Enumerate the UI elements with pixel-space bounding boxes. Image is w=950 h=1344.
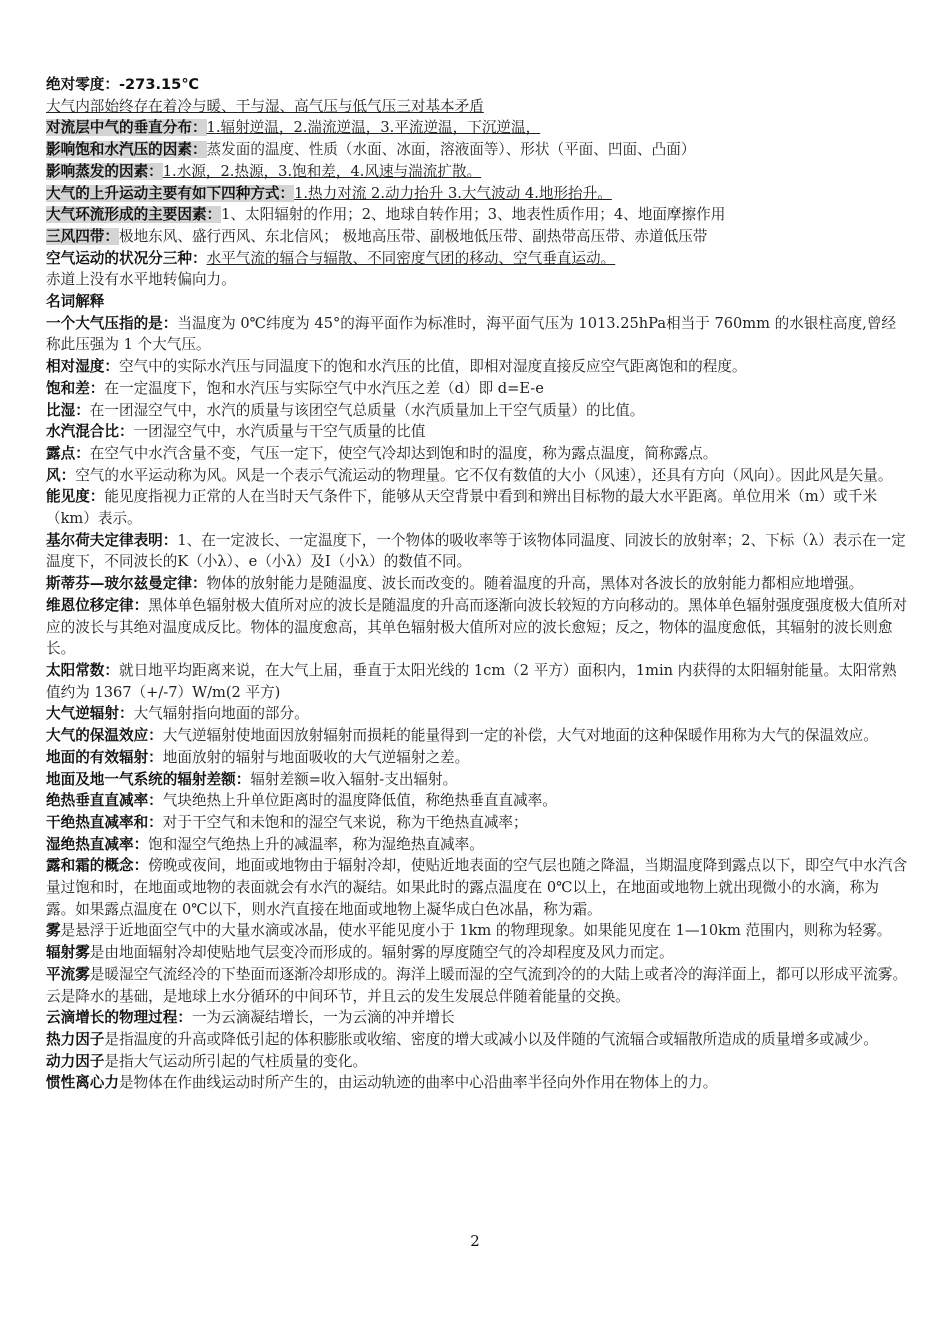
text-line [46,443,908,465]
term-label: 对流层中气的垂直分布： [46,119,207,137]
text-line [46,855,908,920]
term-body: 空气中的实际水汽压与同温度下的饱和水汽压的比值，即相对湿度直接反应空气距离饱和的程度。 [118,358,747,376]
text-line [46,812,908,834]
term-body: 傍晚或夜间，地面或地物由于辐射冷却，使贴近地表面的空气层也随之降温，当期温度降到露点以下，即空气中水汽含量过饱和时，在地面或地物的表面就会有水汽的凝结。如果此时的露点温度在 0℃以上，在地面或地物上就出现微小的水滴，称为露。如果露点温度在 0℃以下，则水汽直接在地面或地物上凝华成白色冰晶，称为霜。 [46,857,908,918]
text-line [46,161,908,183]
text-line [46,226,908,248]
term-label: 维恩位移定律： [46,596,149,614]
text-line [46,573,908,595]
term-label: 地面及地一气系统的辐射差额： [46,770,251,788]
text-line [46,1051,908,1073]
text-line [46,248,908,270]
term-body: 赤道上没有水平地转偏向力。 [46,271,236,289]
term-body: 辐射差额=收入辐射-支出辐射。 [250,770,458,788]
text-line [46,183,908,205]
term-label: 太阳常数： [46,661,119,679]
term-label: 大气逆辐射： [46,705,134,723]
text-line [46,313,908,356]
term-label: 三风四带： [46,227,119,245]
term-body: 1.热力对流 2.动力抬升 3.大气波动 4.地形抬升。 [294,184,612,202]
text-line [46,790,908,812]
term-label: 影响蒸发的因素： [46,162,163,180]
term-body: 空气的水平运动称为风。风是一个表示气流运动的物理量。它不仅有数值的大小（风速），还具有方向（风向）。因此风是矢量。 [75,466,893,484]
text-line [46,400,908,422]
term-label: 干绝热直减率和： [46,813,163,831]
text-line [46,703,908,725]
term-label: 辐射雾 [46,944,90,962]
text-line [46,421,908,443]
text-line [46,986,908,1008]
text-line [46,356,908,378]
term-body: 能见度指视力正常的人在当时天气条件下，能够从天空背景中看到和辨出目标物的最大水平距离。单位用米（m）或千米（km）表示。 [46,488,878,528]
term-body: 是指大气运动所引起的气柱质量的变化。 [104,1052,368,1070]
term-label: 基尔荷夫定律表明： [46,531,178,549]
term-body: 在一团湿空气中，水汽的质量与该团空气总质量（水汽质量加上干空气质量）的比值。 [89,401,645,419]
text-line [46,747,908,769]
term-label: 斯蒂芬—玻尔兹曼定律： [46,575,207,593]
term-body: 大气辐射指向地面的部分。 [133,705,309,723]
term-label: 比湿： [46,401,90,419]
term-label: 水汽混合比： [46,423,134,441]
term-label: 名词解释 [46,293,105,311]
term-label: 露点： [46,444,90,462]
text-line [46,964,908,986]
term-body: 在空气中水汽含量不变，气压一定下，使空气冷却达到饱和时的温度，称为露点温度，简称露点。 [89,444,718,462]
text-line [46,834,908,856]
text-line [46,139,908,161]
term-body: 极地东风、盛行西风、东北信风； 极地高压带、副极地低压带、副热带高压带、赤道低压带 [118,227,708,245]
term-body: 对于干空气和未饱和的湿空气来说，称为干绝热直减率； [162,813,528,831]
term-label: 云滴增长的物理过程： [46,1009,192,1027]
text-line [46,486,908,529]
term-body: 当温度为 0℃纬度为 45°的海平面作为标准时，海平面气压为 1013.25hPa相当于 760mm 的水银柱高度,曾经称此压强为 1 个大气压。 [46,314,897,354]
term-body: 是暖湿空气流经冷的下垫面而逐渐冷却形成的。海洋上暖而湿的空气流到冷的的大陆上或者冷的海洋面上，都可以形成平流雾。 [89,965,908,983]
term-label: 地面的有效辐射： [46,748,163,766]
term-label: 空气运动的状况分三种： [46,249,207,267]
term-body: 是指温度的升高或降低引起的体积膨胀或收缩、密度的增大或减小以及伴随的气流辐合或辐散所造成的质量增多或减少。 [104,1030,878,1048]
term-body: 是悬浮于近地面空气中的大量水滴或冰晶，使水平能见度小于 1km 的物理现象。如果能见度在 1—10km 范围内，则称为轻雾。 [60,922,892,940]
text-line [46,725,908,747]
text-line [46,942,908,964]
term-label: 平流雾 [46,965,90,983]
page-number: 2 [470,1232,480,1250]
text-line [46,378,908,400]
term-label: 露和霜的概念： [46,857,149,875]
text-line [46,117,908,139]
text-line [46,465,908,487]
term-label: 绝热垂直直减率： [46,792,163,810]
term-body: 1.水源，2.热源，3.饱和差，4.风速与湍流扩散。 [162,162,482,180]
term-body: 黑体单色辐射极大值所对应的波长是随温度的升高而逐渐向波长较短的方向移动的。黑体单色辐射强度强度极大值所对应的波长与其绝对温度成反比。物体的温度愈高，其单色辐射极大值所对应的波长愈短；反之，物体的温度愈低，其辐射的波长则愈长。 [46,596,908,658]
term-body: 大气逆辐射使地面因放射辐射而损耗的能量得到一定的补偿，大气对地面的这种保暖作用称为大气的保温效应。 [162,727,878,745]
term-body: 蒸发面的温度、性质（水面、冰面，溶液面等）、形状（平面、凹面、凸面） [206,141,696,159]
term-body: 物体的放射能力是随温度、波长而改变的。随着温度的升高，黑体对各波长的放射能力都相应地增强。 [206,575,864,593]
text-line [46,269,908,291]
term-label: 大气环流形成的主要因素： [46,206,222,224]
term-body: 水平气流的辐合与辐散、不同密度气团的移动、空气垂直运动。 [206,249,616,267]
text-line [46,1029,908,1051]
term-body: 1、在一定波长、一定温度下，一个物体的吸收率等于该物体同温度、同波长的放射率；2、下标（λ）表示在一定温度下，不同波长的K（小λ）、e（小λ）及I（小λ）的数值不同。 [46,531,906,571]
term-label: 动力因子 [46,1052,105,1070]
term-body: 气块绝热上升单位距离时的温度降低值，称绝热垂直直减率。 [162,792,557,810]
term-label: 绝对零度：-273.15℃ [46,76,200,93]
term-label: 影响饱和水汽压的因素： [46,141,207,159]
term-body: 云是降水的基础，是地球上水分循环的中间环节，并且云的发生发展总伴随着能量的交换。 [46,987,630,1005]
term-label: 大气的保温效应： [46,727,163,745]
term-label: 能见度： [46,488,105,506]
term-label: 热力因子 [46,1030,105,1048]
term-body: 一团湿空气中，水汽质量与干空气质量的比值 [133,423,426,441]
term-body: 饱和湿空气绝热上升的减温率，称为湿绝热直减率。 [148,835,484,853]
text-line [46,74,908,96]
term-body: 1.辐射逆温，2.湍流逆温，3.平流逆温，下沉逆温， [206,119,541,137]
text-line [46,769,908,791]
term-body: 大气内部始终存在着冷与暖、干与湿、高气压与低气压三对基本矛盾 [46,97,484,115]
term-body: 1、太阳辐射的作用；2、地球自转作用；3、地表性质作用；4、地面摩擦作用 [221,206,726,224]
text-line [46,96,908,118]
term-label: 湿绝热直减率： [46,835,149,853]
term-label: 饱和差： [46,379,105,397]
text-line [46,291,908,313]
text-line [46,204,908,226]
term-label: 雾 [46,922,61,940]
term-body: 一为云滴凝结增长，一为云滴的冲并增长 [191,1009,455,1027]
term-label: 风： [46,466,76,484]
term-body: 地面放射的辐射与地面吸收的大气逆辐射之差。 [162,748,470,766]
text-line [46,1007,908,1029]
document-body [46,74,908,1094]
term-body: 在一定温度下，饱和水汽压与实际空气中水汽压之差（d）即 d=E-e [104,379,544,397]
term-label: 相对湿度： [46,358,119,376]
text-line [46,595,908,660]
text-line [46,660,908,703]
term-label: 大气的上升运动主要有如下四种方式： [46,184,295,202]
text-line [46,530,908,573]
text-line [46,920,908,942]
term-label: 惯性离心力 [46,1074,119,1092]
term-label: 一个大气压指的是： [46,314,178,332]
term-body: 是物体在作曲线运动时所产生的，由运动轨迹的曲率中心沿曲率半径向外作用在物体上的力。 [118,1074,718,1092]
text-line [46,1072,908,1094]
term-body: 是由地面辐射冷却使贴地气层变冷而形成的。辐射雾的厚度随空气的冷却程度及风力而定。 [89,944,674,962]
term-body: 就日地平均距离来说，在大气上届，垂直于太阳光线的 1cm（2 平方）面积内，1min 内获得的太阳辐射能量。太阳常熟值约为 1367（+/-7）W/m(2 平方) [46,661,897,701]
